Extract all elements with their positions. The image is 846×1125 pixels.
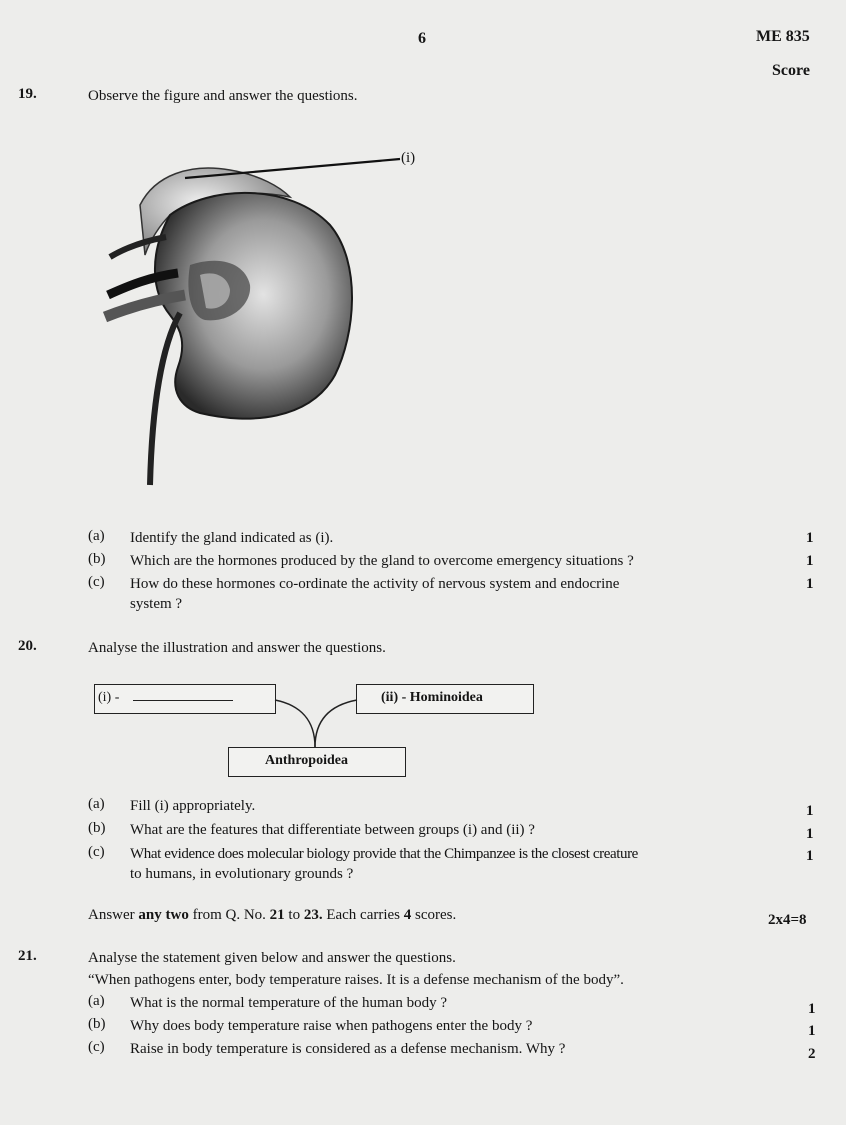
q21-part-b-text: Why does body temperature raise when pathogens enter the body ? xyxy=(130,1018,533,1034)
instruction-pre: Answer xyxy=(88,907,135,923)
box-i-label: (i) - xyxy=(98,690,120,705)
q19-part-label: (c) xyxy=(88,574,105,590)
q19-part-c-score: 1 xyxy=(806,576,814,592)
q20-part-label: (b) xyxy=(88,820,106,836)
q21-part-label: (a) xyxy=(88,993,105,1009)
box-ii xyxy=(356,684,534,714)
box-i xyxy=(94,684,276,714)
q19-part-c-text-cont: system ? xyxy=(130,596,183,612)
q19-part-b-text: Which are the hormones produced by the gland to overcome emergency situations ? xyxy=(130,553,634,569)
box-ii-label: (ii) - Hominoidea xyxy=(381,690,483,705)
q19-part-b-score: 1 xyxy=(806,553,814,569)
question-20-prompt: Analyse the illustration and answer the questions. xyxy=(88,640,386,656)
q21-part-c-text: Raise in body temperature is considered as a defense mechanism. Why ? xyxy=(130,1041,566,1057)
instruction-mid: from Q. No. xyxy=(192,907,266,923)
box-root-label: Anthropoidea xyxy=(265,753,348,768)
score-heading: Score xyxy=(772,62,810,79)
q20-part-c-score: 1 xyxy=(806,848,814,864)
q19-part-a-score: 1 xyxy=(806,530,814,546)
instruction-until: 23. xyxy=(303,907,323,923)
q21-part-c-score: 2 xyxy=(808,1046,816,1062)
paper-code: ME 835 xyxy=(756,28,810,45)
box-anthropoidea xyxy=(228,747,406,777)
q20-part-b-score: 1 xyxy=(806,826,814,842)
instruction-post2: scores. xyxy=(415,907,457,923)
instruction-count: 4 xyxy=(403,907,412,923)
q19-part-a-text: Identify the gland indicated as (i). xyxy=(130,530,334,546)
instruction-to: to xyxy=(288,907,301,923)
question-21-prompt: Analyse the statement given below and answer the questions. xyxy=(88,950,456,966)
q19-part-label: (a) xyxy=(88,528,105,544)
blank-line xyxy=(133,700,233,701)
connector-lines xyxy=(270,695,370,750)
q20-part-a-score: 1 xyxy=(806,803,814,819)
q20-part-b-text: What are the features that differentiate between groups (i) and (ii) ? xyxy=(130,822,535,838)
page-number: 6 xyxy=(418,30,426,47)
q19-part-c-text: How do these hormones co-ordinate the activity of nervous system and endocrine xyxy=(130,576,620,592)
instruction-from: 21 xyxy=(269,907,285,923)
question-number-21: 21. xyxy=(18,948,37,964)
question-number-19: 19. xyxy=(18,86,37,102)
q21-part-a-score: 1 xyxy=(808,1001,816,1017)
instruction-post1: Each carries xyxy=(326,907,401,923)
q20-part-c-text-cont: to humans, in evolutionary grounds ? xyxy=(130,866,354,882)
instruction-any-two: any two xyxy=(138,907,189,923)
question-21-quote: “When pathogens enter, body temperature raises. It is a defense mechanism of the body”. xyxy=(88,972,624,988)
q21-part-b-score: 1 xyxy=(808,1023,816,1039)
q19-part-label: (b) xyxy=(88,551,106,567)
q20-part-c-text: What evidence does molecular biology provide that the Chimpanzee is the closest creature xyxy=(130,846,638,862)
kidney-adrenal-figure xyxy=(100,145,430,490)
q20-part-a-text: Fill (i) appropriately. xyxy=(130,798,256,814)
question-number-20: 20. xyxy=(18,638,37,654)
question-19-prompt: Observe the figure and answer the questions. xyxy=(88,88,358,104)
instruction-score: 2x4=8 xyxy=(768,912,807,928)
q20-part-label: (a) xyxy=(88,796,105,812)
q21-part-label: (c) xyxy=(88,1039,105,1055)
q20-part-label: (c) xyxy=(88,844,105,860)
q21-part-a-text: What is the normal temperature of the human body ? xyxy=(130,995,447,1011)
instruction-line xyxy=(88,905,456,925)
figure-label-i: (i) xyxy=(401,150,416,166)
q21-part-label: (b) xyxy=(88,1016,106,1032)
